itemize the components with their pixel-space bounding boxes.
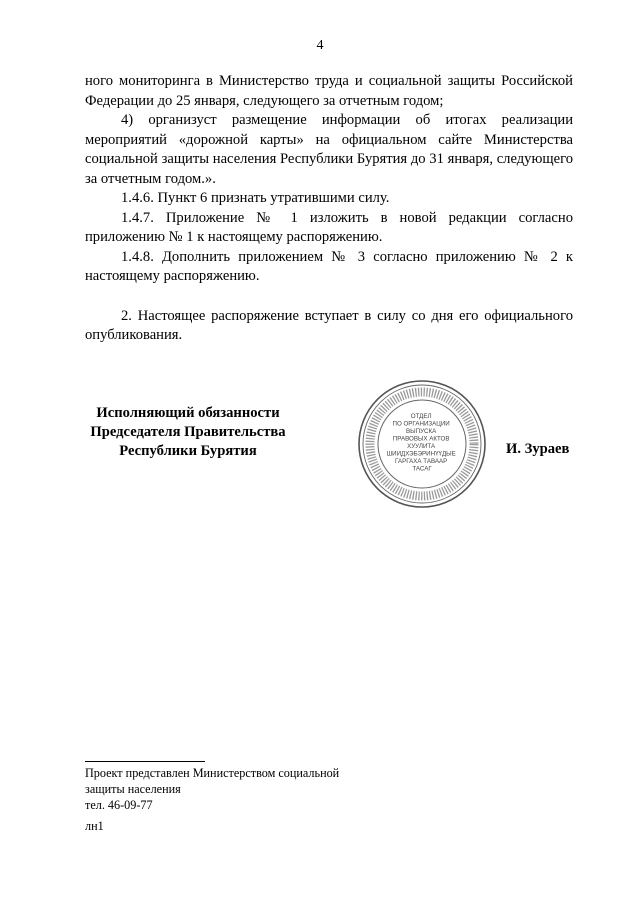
paragraph-1-4-6: 1.4.6. Пункт 6 признать утратившими силу. [121, 190, 390, 206]
footnote [85, 765, 339, 813]
paragraph-continuation: ного мониторинга в Министерство труда и социальной защиты Российской Федерации до 25 января, следующего за отчетным годом; [85, 73, 573, 109]
footnote-line: Проект представлен Министерством социальной [85, 766, 340, 780]
seal-text: ПРАВОВЫХ АКТОВ [392, 435, 450, 443]
paragraph-1-4-7: 1.4.7. Приложение № 1 изложить в новой редакции согласно приложению № 1 к настоящему распоряжению. [85, 209, 573, 245]
seal-text: ШИИДХЭБЭРИНҮҮДЫЕ [386, 450, 456, 458]
signer-title-line: Исполняющий обязанности [96, 405, 280, 421]
signer-title [82, 404, 294, 461]
footnote-line: тел. 46-09-77 [85, 798, 153, 812]
seal-text: ОТДЕЛ [410, 413, 432, 420]
footnote-divider [85, 761, 205, 762]
paragraph-2: 2. Настоящее распоряжение вступает в силу со дня его официального опубликования. [85, 307, 573, 343]
official-seal-stamp [348, 378, 496, 510]
footnote-line: защиты населения [85, 782, 181, 796]
seal-text: ВЫПУСКА [406, 428, 437, 435]
signer-title-line: Председателя Правительства [90, 424, 286, 440]
document-code: лн1 [85, 819, 104, 833]
seal-text: ГАРГАХА ТАВААР [395, 458, 448, 465]
paragraph-1-4-8: 1.4.8. Дополнить приложением № 3 согласно приложению № 2 к настоящему распоряжению. [85, 248, 573, 284]
document-body [85, 72, 573, 346]
seal-text: ХУУЛИТА [407, 443, 436, 450]
page-number: 4 [316, 38, 324, 53]
svg-text:ОТДЕЛ ПО ОРГАНИЗАЦИИ В [386, 413, 457, 473]
signer-name: И. Зураев [506, 441, 570, 457]
seal-text: ТАСАГ [412, 465, 432, 473]
paragraph-item-4: 4) организуст размещение информации об итогах реализации мероприятий «дорожной карты» на официальном сайте Министерства социальной защиты населения Республики Бурятия до 31 января, следующего за отчетным годом.». [85, 112, 573, 187]
seal-text: ПО ОРГАНИЗАЦИИ [392, 420, 450, 428]
signer-title-line: Республики Бурятия [119, 443, 257, 459]
